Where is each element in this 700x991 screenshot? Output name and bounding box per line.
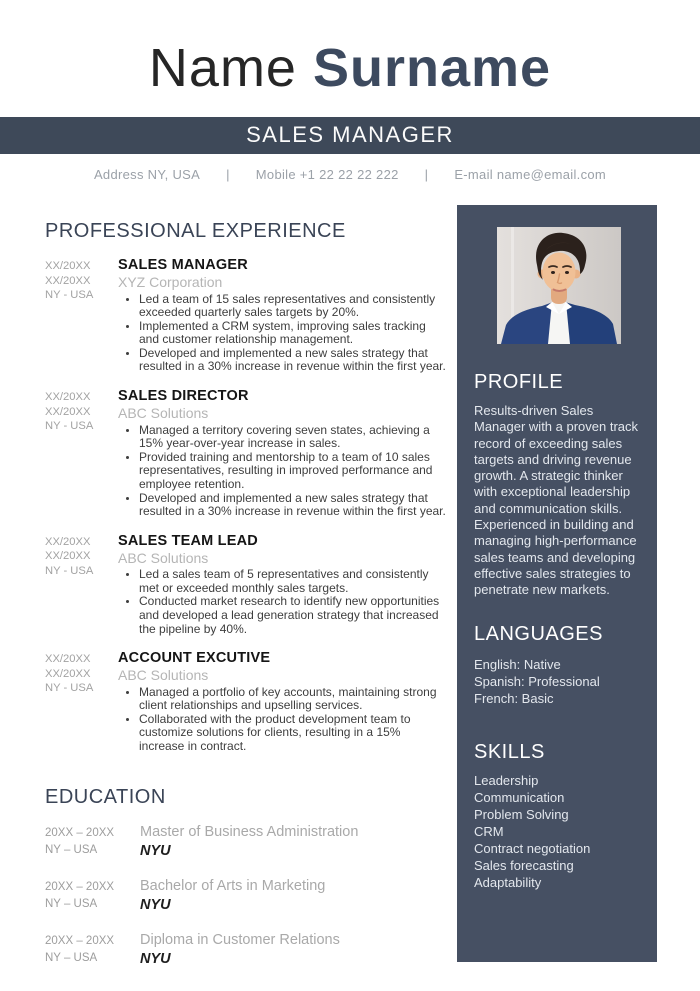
education-dates bbox=[45, 823, 135, 861]
resume-header bbox=[0, 40, 700, 182]
job-entry bbox=[45, 388, 449, 519]
education-date-line: 20XX – 20XX bbox=[45, 881, 115, 893]
job-bullets bbox=[118, 424, 449, 519]
candidate-name bbox=[0, 40, 700, 97]
languages-heading: LANGUAGES bbox=[474, 622, 603, 645]
bullet-item: • Managed a portfolio of key accounts, maintaining strong client relationships and upselling services. bbox=[139, 686, 449, 713]
education-location: NY – USA bbox=[45, 844, 98, 856]
job-date-line: XX/20XX bbox=[45, 274, 91, 287]
job-title: ACCOUNT EXCUTIVE bbox=[118, 650, 271, 667]
education-entry bbox=[45, 931, 449, 969]
profile-heading: PROFILE bbox=[474, 371, 564, 393]
education-entry bbox=[45, 877, 449, 915]
experience-heading: PROFESSIONAL EXPERIENCE bbox=[45, 220, 346, 242]
job-date-line: XX/20XX bbox=[45, 550, 91, 563]
experience-section bbox=[45, 220, 449, 768]
skill-item: Contract negotiation bbox=[474, 840, 591, 856]
contact-separator: | bbox=[424, 166, 429, 182]
bullet-item: • Implemented a CRM system, improving sales tracking and customer relationship management. bbox=[139, 320, 449, 347]
bullet-item: • Developed and implemented a new sales strategy that resulted in a 30% increase in revenue within the first year. bbox=[139, 347, 449, 374]
job-company: ABC Solutions bbox=[118, 667, 209, 684]
bullet-item: • Developed and implemented a new sales strategy that resulted in a 30% increase in revenue within the first year. bbox=[139, 492, 449, 519]
skill-item: Adaptability bbox=[474, 874, 542, 890]
job-entry bbox=[45, 533, 449, 636]
education-date-line: 20XX – 20XX bbox=[45, 827, 115, 839]
job-body bbox=[113, 533, 449, 636]
bullet-item: • Led a team of 15 sales representatives and consistently exceeded quarterly sales targets by 20%. bbox=[139, 293, 449, 320]
skill-item: Communication bbox=[474, 789, 565, 805]
contact-address: Address NY, USA bbox=[93, 166, 201, 182]
bullet-item: • Led a sales team of 5 representatives and consistently met or exceeded monthly sales targets. bbox=[139, 568, 449, 595]
bullet-item: • Collaborated with the product development team to customize solutions for clients, resulting in a 15% increase in contract. bbox=[139, 713, 449, 754]
education-degree: Bachelor of Arts in Marketing bbox=[140, 878, 326, 894]
skill-item: Problem Solving bbox=[474, 806, 569, 822]
bullet-item: • Conducted market research to identify new opportunities and developed a lead generation strategy that increased the pipeline by 40%. bbox=[139, 595, 449, 636]
job-company: ABC Solutions bbox=[118, 405, 209, 422]
job-location: NY - USA bbox=[45, 289, 94, 301]
job-date-line: XX/20XX bbox=[45, 391, 91, 404]
contact-mobile: Mobile +1 22 22 22 222 bbox=[255, 166, 399, 182]
job-dates bbox=[45, 533, 113, 636]
job-dates bbox=[45, 388, 113, 519]
contact-separator: | bbox=[226, 166, 230, 182]
job-body bbox=[113, 257, 449, 374]
job-date-line: XX/20XX bbox=[45, 653, 91, 666]
language-item: English: Native bbox=[474, 656, 561, 672]
education-degree: Diploma in Customer Relations bbox=[140, 932, 340, 948]
education-body bbox=[135, 931, 449, 969]
job-title: SALES DIRECTOR bbox=[118, 388, 249, 405]
education-degree: Master of Business Administration bbox=[140, 824, 359, 840]
skill-item: Leadership bbox=[474, 772, 539, 788]
education-section bbox=[45, 786, 449, 985]
bullet-item: • Provided training and mentorship to a team of 10 sales representatives, resulting in improved performance and employee retention. bbox=[139, 451, 449, 492]
job-title-band bbox=[0, 117, 700, 154]
job-list bbox=[45, 257, 449, 754]
skill-item: CRM bbox=[474, 823, 504, 839]
last-name: Surname bbox=[312, 38, 552, 98]
language-list bbox=[474, 656, 643, 707]
education-location: NY – USA bbox=[45, 952, 98, 964]
skills-heading: SKILLS bbox=[474, 740, 545, 763]
job-title-text: SALES MANAGER bbox=[246, 122, 454, 148]
job-bullets bbox=[118, 293, 449, 375]
profile-text: Results-driven Sales Manager with a proven track record of exceeding sales targets and driving revenue growth. A strategic thinker with exceptional leadership and communication skills. Experienced in building and managing high-performance sales teams and developing effective sales strategies to penetrate new markets. bbox=[474, 403, 639, 598]
job-location: NY - USA bbox=[45, 420, 94, 433]
education-body bbox=[135, 877, 449, 915]
education-heading: EDUCATION bbox=[45, 786, 166, 808]
job-company: XYZ Corporation bbox=[118, 274, 223, 290]
portrait-photo bbox=[497, 227, 621, 344]
education-location: NY – USA bbox=[45, 898, 98, 910]
job-bullets bbox=[118, 568, 449, 636]
education-body bbox=[135, 823, 449, 861]
job-body bbox=[113, 650, 449, 753]
education-school: NYU bbox=[140, 897, 171, 913]
job-date-line: XX/20XX bbox=[45, 535, 91, 548]
job-date-line: XX/20XX bbox=[45, 405, 91, 418]
job-location: NY - USA bbox=[45, 564, 94, 577]
job-dates bbox=[45, 257, 113, 374]
skill-item: Sales forecasting bbox=[474, 857, 574, 873]
education-dates bbox=[45, 931, 135, 969]
language-item: French: Basic bbox=[474, 690, 554, 706]
job-date-line: XX/20XX bbox=[45, 260, 91, 272]
job-date-line: XX/20XX bbox=[45, 667, 91, 680]
education-list bbox=[45, 823, 449, 969]
education-entry bbox=[45, 823, 449, 861]
bullet-item: • Managed a territory covering seven states, achieving a 15% year-over-year increase in sales. bbox=[139, 424, 449, 451]
job-dates bbox=[45, 650, 113, 753]
job-title: SALES MANAGER bbox=[118, 257, 248, 273]
skill-list bbox=[474, 772, 643, 891]
first-name: Name bbox=[148, 38, 297, 98]
sidebar bbox=[457, 205, 657, 962]
job-entry bbox=[45, 650, 449, 753]
job-company: ABC Solutions bbox=[118, 549, 209, 566]
job-bullets bbox=[118, 686, 449, 754]
education-school: NYU bbox=[140, 951, 171, 967]
education-date-line: 20XX – 20XX bbox=[45, 935, 115, 947]
job-entry bbox=[45, 257, 449, 374]
job-title: SALES TEAM LEAD bbox=[118, 532, 258, 549]
job-location: NY - USA bbox=[45, 682, 94, 695]
education-dates bbox=[45, 877, 135, 915]
language-item: Spanish: Professional bbox=[474, 673, 600, 689]
contact-email: E-mail name@email.com bbox=[454, 166, 607, 182]
job-body bbox=[113, 388, 449, 519]
contact-row bbox=[0, 167, 700, 182]
education-school: NYU bbox=[140, 843, 171, 859]
